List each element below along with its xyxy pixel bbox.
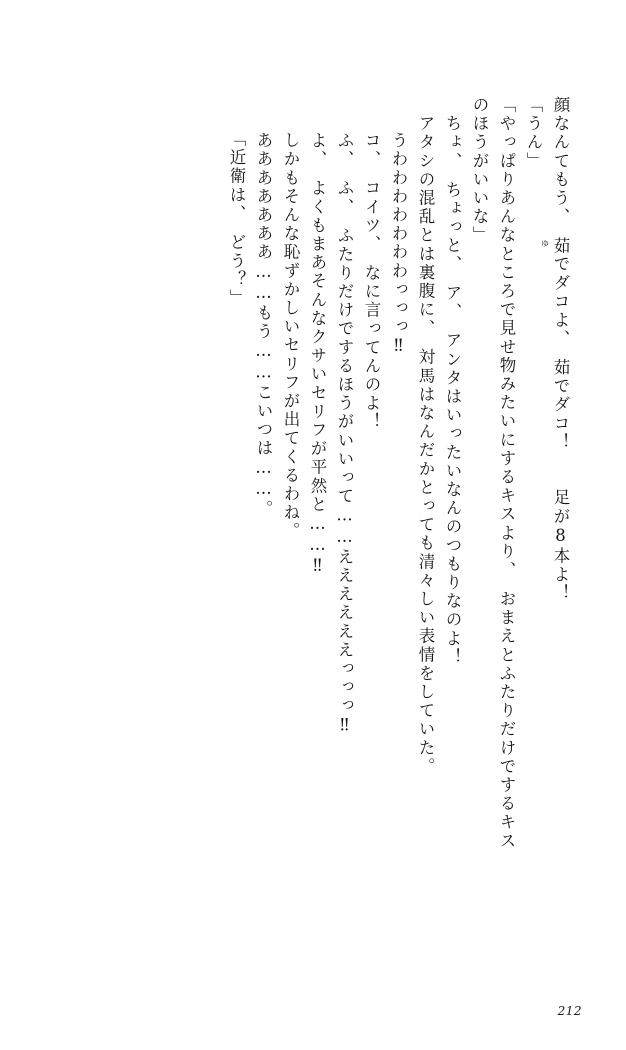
text-column: あああああああ……もう……こいつは……。 [254,113,273,519]
text-column: 顔なんてもう、 茹 ゆ でダコよ、 茹でダコ！ 足が8本よ！ [540,96,570,603]
text-column: のほうがいいな」 [470,96,489,245]
text-column: 「やっぱりあんなところで見せ物みたいにするキスより、 おまえとふたりだけでするキス [497,96,516,851]
text-column: ふ、 ふ、 ふたりだけでするほうがいいって……ええええええっっっ‼ [335,113,354,737]
text-column: 「うん」 [524,96,543,171]
text-column: 「近衛は、 どう？」 [227,130,246,308]
text-column: ちょ、 ちょっと、 ア、 アンタはいったいなんのつもりなのよ！ [443,96,462,667]
text-column: コ、 コイツ、 なに言ってんのよ！ [362,113,381,432]
text-column: しかもそんな恥ずかしいセリフが出てくるわね。 [281,113,300,541]
page-number: 212 [557,1004,582,1018]
text-column: よ、 よくもまあそんなクサいセリフが平然と……‼ [308,113,327,578]
ruby-reading: ゆ [540,238,550,247]
ruby-annotation: 茹 ゆ [540,236,570,256]
text-column: アタシの混乱とは裏腹に、 対馬はなんだかとっても清々しい表情をしていた。 [416,96,435,776]
vertical-text-body [217,96,568,976]
text-column: うわわわわわわわっっっ‼ [389,113,408,358]
